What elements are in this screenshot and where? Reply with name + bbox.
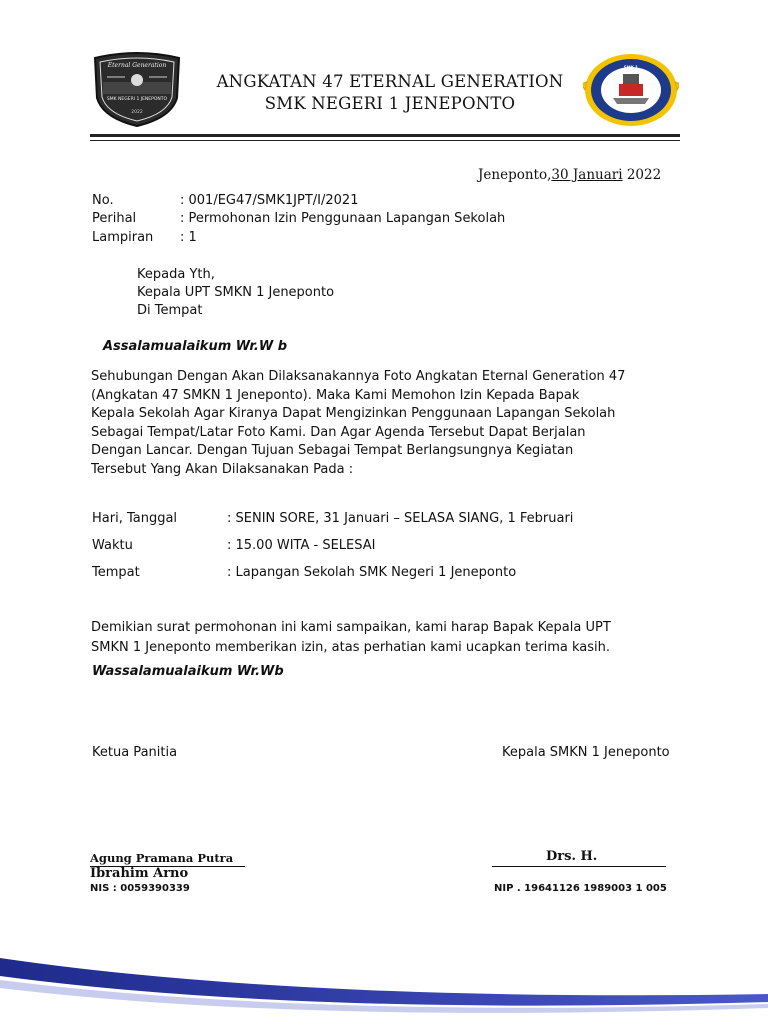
meta-label-attachment: Lampiran	[92, 230, 154, 245]
schedule-value-day: : SENIN SORE, 31 Januari – SELASA SIANG, 1 Februari	[227, 511, 574, 526]
header-rule-thin	[90, 140, 680, 141]
schedule-label-day: Hari, Tanggal	[92, 511, 178, 526]
left-logo-text-bottom: 2022	[131, 110, 143, 115]
signature-left-name-line2: Ibrahim Arno	[90, 866, 189, 881]
schedule-label-time: Waktu	[92, 538, 133, 553]
meta-value-subject: : Permohonan Izin Penggunaan Lapangan Sekolah	[180, 211, 506, 226]
meta-value-number: : 001/EG47/SMK1JPT/I/2021	[180, 193, 359, 208]
signature-right-underline	[492, 866, 666, 867]
paragraph-line: Sebagai Tempat/Latar Foto Kami. Dan Agar Agenda Tersebut Dapat Berjalan	[91, 424, 586, 440]
signature-role-left: Ketua Panitia	[92, 745, 178, 760]
meta-label-subject: Perihal	[92, 211, 137, 226]
closing-line: Demikian surat permohonan ini kami sampaikan, kami harap Bapak Kepala UPT	[91, 620, 611, 635]
paragraph-line: (Angkatan 47 SMKN 1 Jeneponto). Maka Kami Memohon Izin Kepada Bapak	[91, 387, 580, 403]
header-title-line2: SMK NEGERI 1 JENEPONTO	[264, 94, 516, 113]
farewell: Wassalamualaikum Wr.Wb	[92, 664, 284, 679]
footer-wave	[0, 950, 768, 1024]
meta-value-attachment: : 1	[180, 230, 197, 245]
paragraph-line: Sehubungan Dengan Akan Dilaksanakannya Foto Angkatan Eternal Generation 47	[91, 369, 626, 384]
closing-line: SMKN 1 Jeneponto memberikan izin, atas perhatian kami ucapkan terima kasih.	[91, 640, 610, 655]
schedule-value-place: : Lapangan Sekolah SMK Negeri 1 Jeneponto	[227, 565, 517, 580]
signature-right-id: NIP . 19641126 1989003 1 005	[494, 883, 667, 894]
closing-paragraph	[91, 618, 611, 658]
date-place: Jeneponto,	[478, 167, 552, 183]
right-logo-text: SMK 1 JENEPONTO	[617, 65, 645, 75]
paragraph-line: Tersebut Yang Akan Dilaksanakan Pada :	[91, 461, 354, 477]
date-year: 2022	[622, 167, 662, 183]
paragraph-line: Dengan Lancar. Dengan Tujuan Sebagai Tempat Berlangsungnya Kegiatan	[91, 443, 574, 458]
signature-role-right: Kepala SMKN 1 Jeneponto	[502, 745, 670, 760]
letter-date	[478, 167, 661, 183]
recipient-line2: Kepala UPT SMKN 1 Jeneponto	[137, 285, 335, 300]
meta-label-number: No.	[92, 193, 114, 208]
schedule-label-place: Tempat	[92, 565, 140, 580]
schedule-value-time: : 15.00 WITA - SELESAI	[227, 538, 376, 553]
greeting: Assalamualaikum Wr.W b	[103, 339, 288, 354]
body-paragraph	[91, 368, 625, 479]
signature-right-name: Drs. H.	[546, 849, 598, 864]
date-day-month: 30 Januari	[551, 167, 623, 183]
signature-left-name-line1: Agung Pramana Putra	[90, 851, 234, 865]
recipient-line3: Di Tempat	[137, 303, 203, 318]
left-logo-text-top: Eternal Generation	[107, 62, 167, 69]
header-title-line1: ANGKATAN 47 ETERNAL GENERATION	[216, 72, 564, 91]
right-logo	[583, 52, 679, 128]
recipient-line1: Kepada Yth,	[137, 267, 215, 282]
paragraph-line: Kepala Sekolah Agar Kiranya Dapat Mengizinkan Penggunaan Lapangan Sekolah	[91, 406, 616, 421]
signature-left-id: NIS : 0059390339	[90, 883, 190, 894]
left-logo-text-mid: SMK NEGERI 1 JENEPONTO	[106, 97, 168, 102]
header-rule-thick	[90, 134, 680, 137]
